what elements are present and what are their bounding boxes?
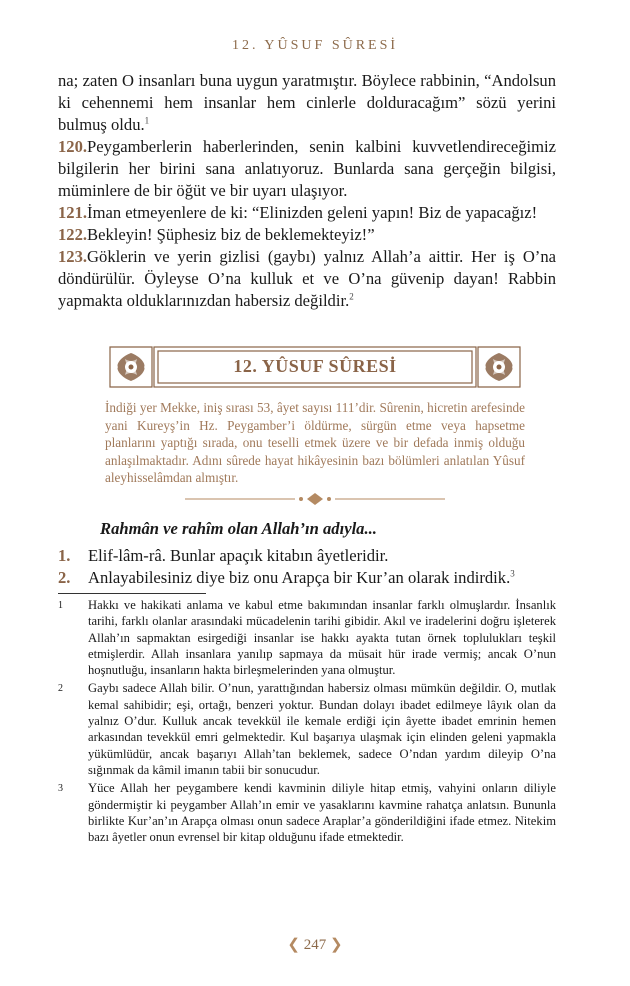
footnote-2 (58, 680, 556, 778)
verse-text: Peygamberlerin haberlerinden, senin kalbini kuvvetlendireceğimiz bilgilerin her birini sana anlatıyoruz. Bunlarda sana gerçeğin bilgisi, müminlere de bir öğüt ve bir uyarı ulaşıyor. (58, 137, 556, 200)
verse-123 (58, 246, 556, 312)
verse-1 (58, 545, 558, 567)
verse-text: İman etmeyenlere de ki: “Elinizden geleni yapın! Biz de yapacağız! (87, 203, 538, 222)
footnote-text: Yüce Allah her peygambere kendi kavminin diliyle hitap etmiş, vahyini onların diliyle göndermiştir ki peygamber Allah’ın emir ve yasaklarını kavmine rahatça anlatsın. Bununla birlikte Kur’an’ın Arapça olması onun sadece Araplar’a gönderildiğini ifade etmez. Nitekim bazı âyetler onun evrensel bir kitap olduğunu ifade etmektedir. (88, 781, 556, 845)
footnote-number: 2 (58, 683, 63, 695)
verse-text: Bekleyin! Şüphesiz biz de beklemekteyiz!” (87, 225, 375, 244)
main-text (58, 70, 556, 312)
verse-120 (58, 136, 556, 202)
verse-number: 121. (58, 203, 88, 222)
page-number: ❮ 247 ❯ (287, 937, 343, 953)
verse-text: Elif-lâm-râ. Bunlar apaçık kitabın âyetleridir. (88, 546, 389, 565)
verse-number: 2. (58, 568, 71, 587)
footnote-text: Gaybı sadece Allah bilir. O’nun, yarattığından habersiz olması mümkün değildir. O, mutlak kemal sahibidir; eşi, ortağı, benzeri yoktur. Bundan dolayı ibadet edilmeye lâyık olan da yalnız O’dur. Kulluk ancak tevekkül ile kemale erdiği için âyette ibadet emrinin hemen arkasından tevekkül emri gelmektedir. Kul başarıya ulaşmak için elinden geleni yapmakla yükümlüdür, ancak başarıyı Allah’tan beklemek, sadece O’ndan yardım dileyip O’na sığınmak da kâmil imanın tabii bir sonucudur. (88, 681, 556, 777)
verse-text: Anlayabilesiniz diye biz onu Arapça bir Kur’an olarak indirdik.$^3$ (88, 568, 515, 587)
footnote-text: Hakkı ve hakikati anlama ve kabul etme bakımından insanlar farklı olmuşlardır. İnsanlık tarihi, farklı olanlar arasındaki mücadelenin tarihi gibidir. Akıl ve iradelerini doğru işleterek Allah’ın sapmaktan esirgediği insanlar ise hakkı ayakta tutan örnek toplulukları teşkil etmişlerdir. Allah insanlara yanılıp sapmaya da müsait hür irade vermiş; ancak O’nun hoşnutluğu, insanların hakta birleşmelerinden yana olmuştur. (88, 598, 556, 678)
ornament-divider-icon (185, 492, 445, 506)
surah-intro: İndiği yer Mekke, iniş sırası 53, âyet sayısı 111’dir. Sûrenin, hicretin arefesinde yani Kureyş’in Hz. Peygamber’i öldürme, sürgün etme veya hapsetme planlarını yaptığı sırada, onu teselli etmek üzere ve bir defada inmiş olduğu anlaşılmaktadır. Adını sûrede hayat hikâyesinin bazı bölümleri anlatılan Yûsuf aleyhisselâmdan almıştır. (105, 400, 525, 486)
footnote-number: 1 (58, 600, 63, 611)
verse-122 (58, 224, 556, 246)
footnote-ref[interactable]: 2 (349, 291, 354, 302)
footnotes (58, 597, 556, 847)
footnote-3 (58, 780, 556, 845)
footnote-1 (58, 597, 556, 678)
surah-title: 12. YÛSUF SÛRESİ (233, 356, 397, 376)
surah-title-banner (104, 343, 526, 391)
left-bracket-ornament-icon: ❮ (287, 937, 300, 953)
verse-number: 123. (58, 247, 88, 266)
verse-121 (58, 202, 556, 224)
right-bracket-ornament-icon: ❯ (330, 937, 343, 953)
footnote-ref[interactable]: 3 (510, 568, 515, 579)
footnote-separator (58, 593, 206, 594)
verse-2 (58, 567, 558, 589)
continuation-paragraph: na; zaten O insanları buna uygun yaratmıştır. Böylece rabbinin, “Andolsun ki cehennemi hem insanlar hem cinlerle dolduracağım” sözü yerini bulmuş oldu.$^1$ (58, 71, 556, 134)
footnote-ref[interactable]: 1 (144, 115, 150, 126)
running-head: 12. YÛSUF SÛRESİ (231, 38, 399, 53)
footnote-number: 3 (58, 783, 63, 795)
verse-number: 1. (58, 546, 71, 565)
verse-number: 120. (58, 137, 88, 156)
surah-verses (58, 545, 558, 589)
basmala: Rahmân ve rahîm olan Allah’ın adıyla... (100, 519, 377, 538)
verse-number: 122. (58, 225, 88, 244)
verse-text: Göklerin ve yerin gizlisi (gaybı) yalnız Allah’a aittir. Her iş O’na döndürülür. Öyleyse O’na kulluk et ve O’na güvenip dayan! Rabbin yapmakta olduklarınızdan habersiz değildir. (58, 247, 556, 310)
